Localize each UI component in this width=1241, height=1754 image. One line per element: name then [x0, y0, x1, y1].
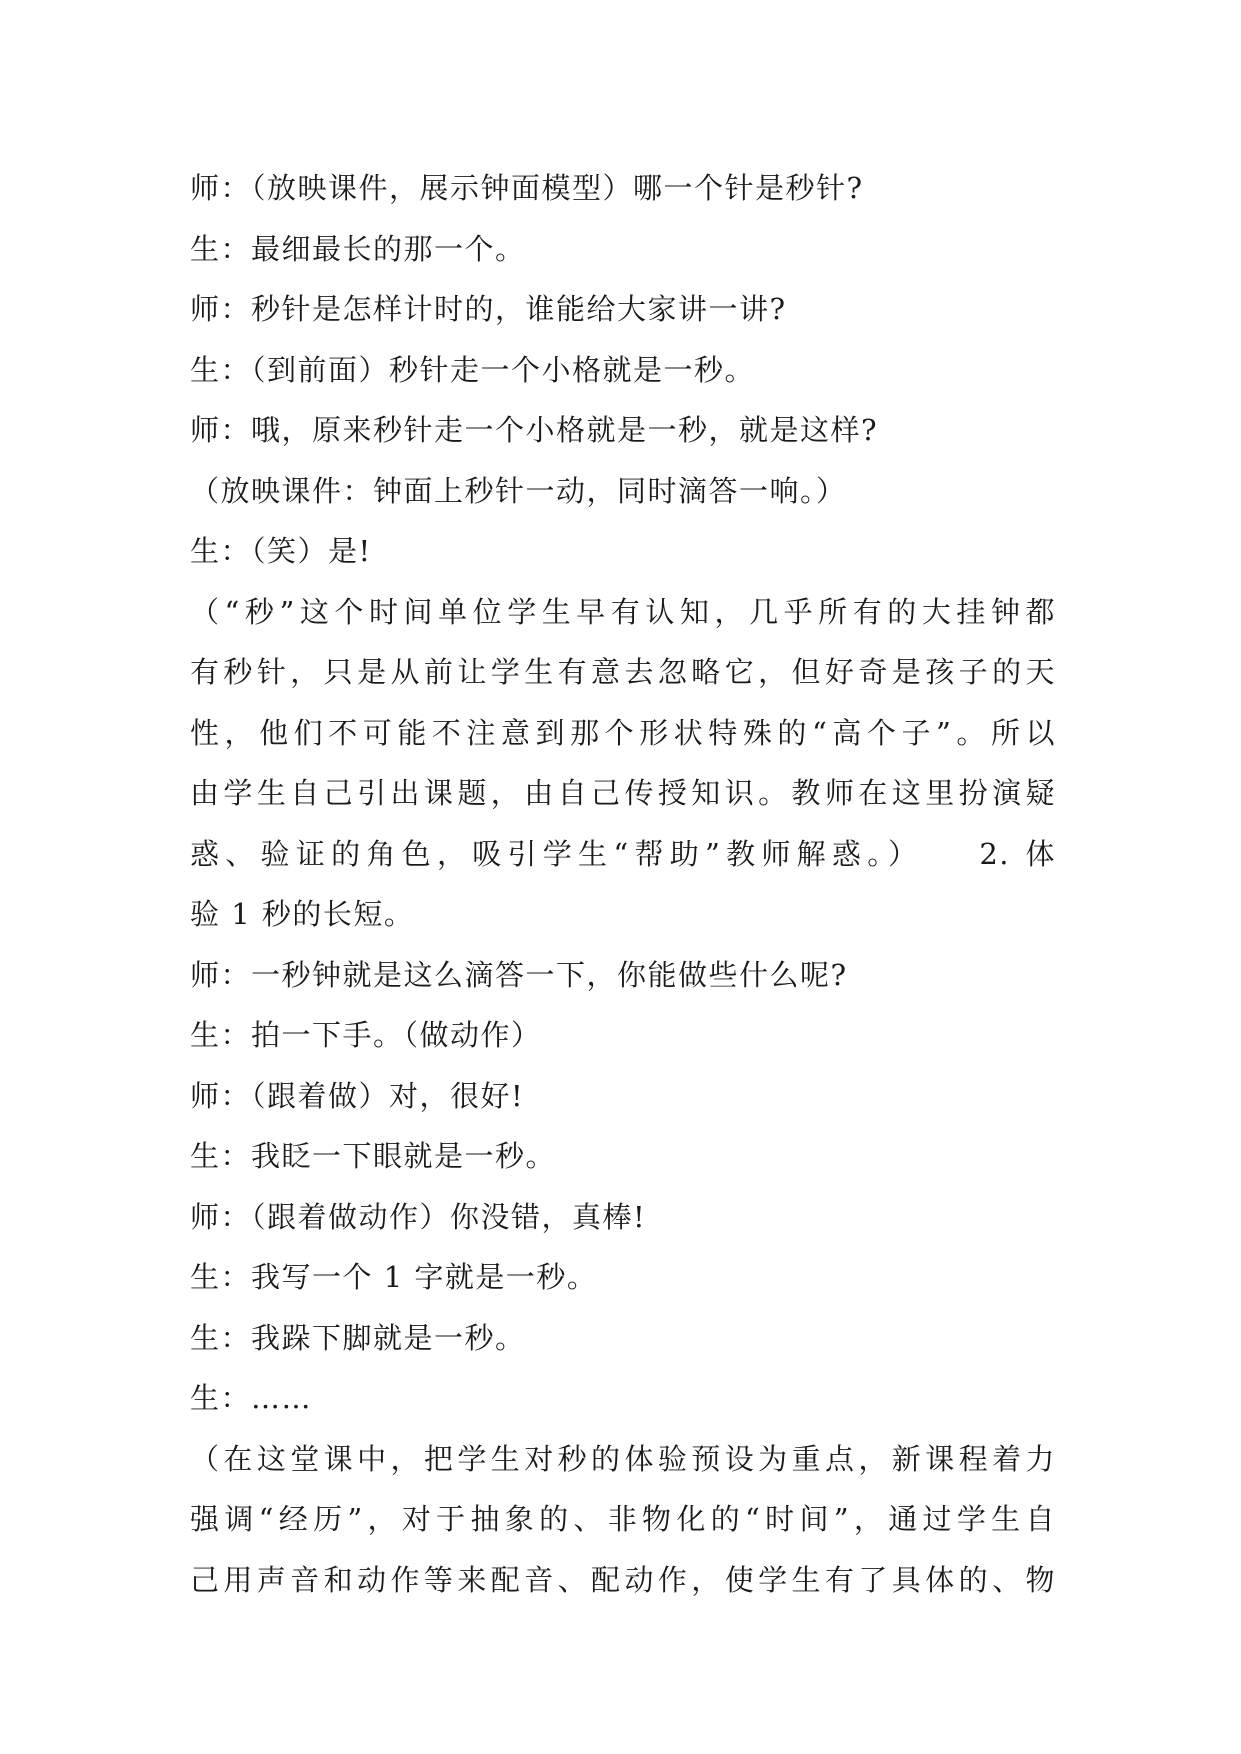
commentary-line: （“秒”这个时间单位学生早有认知，几乎所有的大挂钟都: [190, 594, 1056, 629]
dialogue-line: 生：最细最长的那一个。: [190, 231, 526, 266]
commentary-line: （在这堂课中，把学生对秒的体验预设为重点，新课程着力: [190, 1441, 1056, 1476]
dialogue-line: 师：一秒钟就是这么滴答一下，你能做些什么呢?: [190, 957, 848, 992]
dialogue-line: 生：我写一个 1 字就是一秒。: [190, 1260, 598, 1294]
dialogue-line: 生：拍一下手。（做动作）: [190, 1018, 542, 1052]
commentary-line: 有秒针，只是从前让学生有意去忽略它，但好奇是孩子的天: [190, 655, 1056, 689]
commentary-line: 性，他们不可能不注意到那个形状特殊的“高个子”。所以: [190, 715, 1056, 750]
dialogue-line: 师：哦，原来秒针走一个小格就是一秒，就是这样?: [190, 413, 879, 447]
dialogue-line: 师：（跟着做）对，很好!: [190, 1078, 525, 1113]
commentary-line: 惑、验证的角色，吸引学生“帮助”教师解惑。） 2. 体: [190, 836, 1056, 871]
document-body: [190, 158, 1056, 1610]
dialogue-line: 师：（跟着做动作）你没错，真棒!: [190, 1199, 647, 1234]
commentary-line: 己用声音和动作等来配音、配动作，使学生有了具体的、物: [190, 1562, 1056, 1597]
dialogue-line: 生：我跺下脚就是一秒。: [190, 1320, 526, 1355]
dialogue-line: 生：（笑）是!: [190, 534, 372, 568]
dialogue-line: 生：……: [190, 1381, 313, 1415]
dialogue-line: 生：我眨一下眼就是一秒。: [190, 1139, 557, 1173]
commentary-line: 由学生自己引出课题，由自己传授知识。教师在这里扮演疑: [190, 776, 1056, 810]
dialogue-line: 生：（到前面）秒针走一个小格就是一秒。: [190, 352, 756, 387]
commentary-line: 强调“经历”，对于抽象的、非物化的“时间”，通过学生自: [190, 1502, 1056, 1536]
dialogue-line: 师：（放映课件，展示钟面模型）哪一个针是秒针?: [190, 171, 864, 205]
annotation-line: （放映课件：钟面上秒针一动，同时滴答一响。）: [190, 473, 847, 508]
dialogue-line: 师：秒针是怎样计时的，谁能给大家讲一讲?: [190, 292, 787, 326]
section-heading-line: 验 1 秒的长短。: [190, 897, 415, 931]
